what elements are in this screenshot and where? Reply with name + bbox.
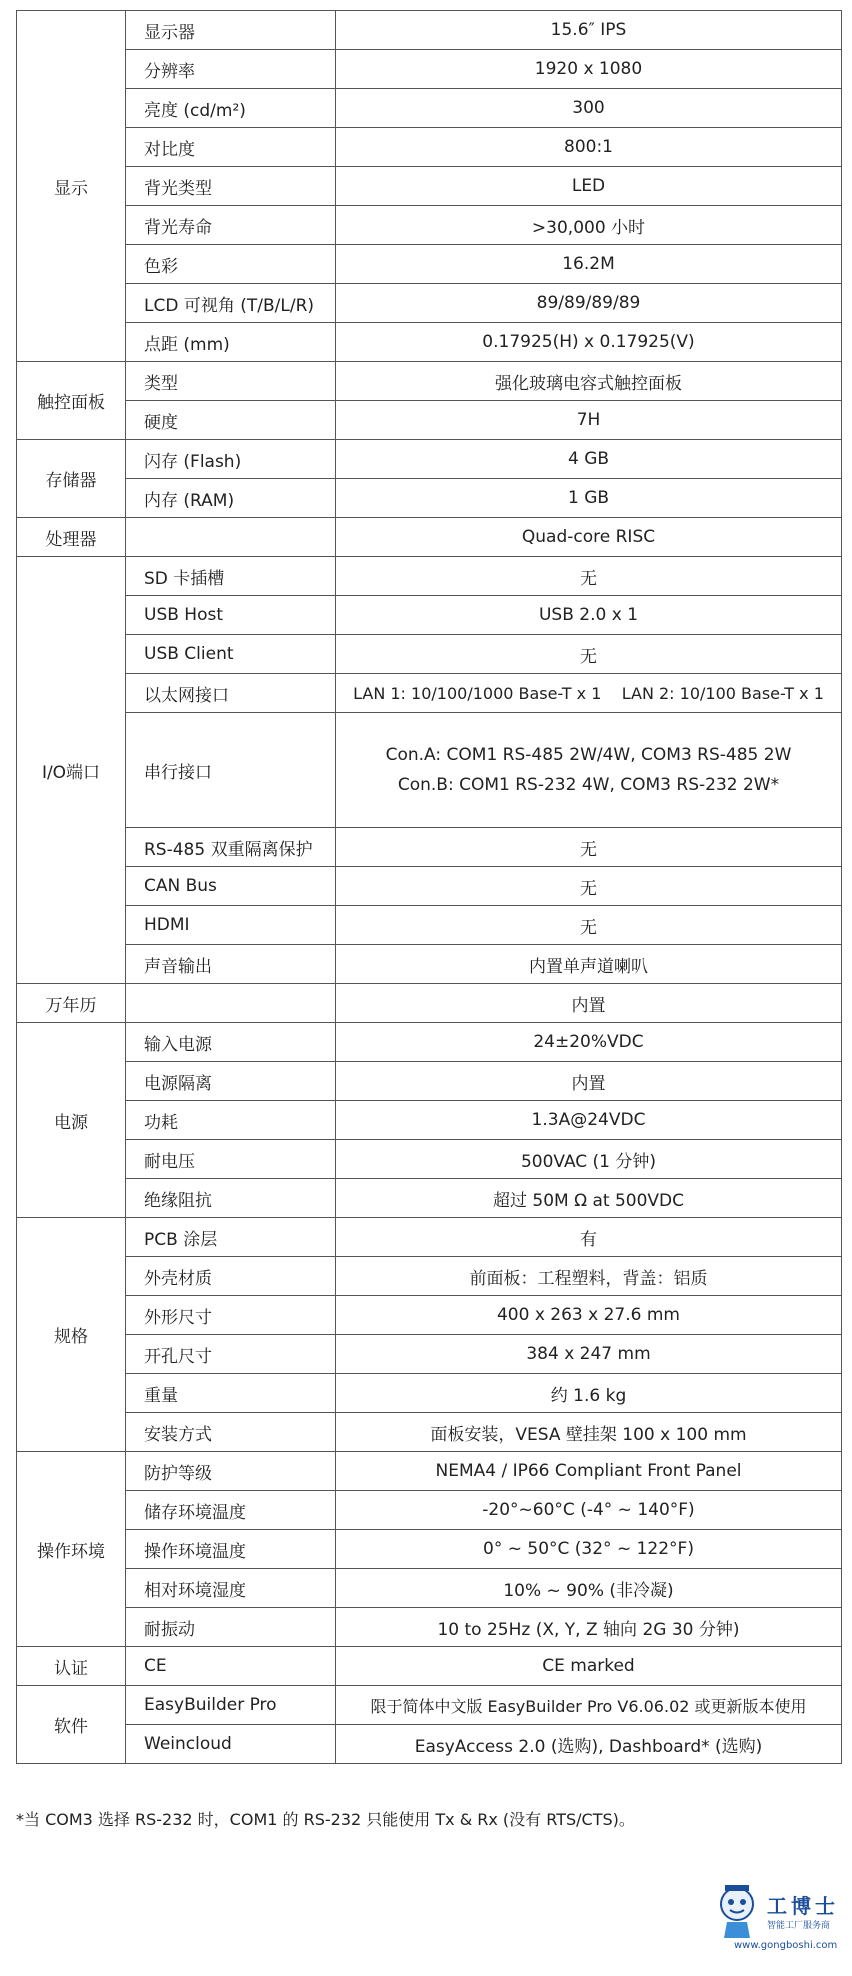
item-value: 10 to 25Hz (X, Y, Z 轴向 2G 30 分钟) (336, 1608, 842, 1647)
item-label: 安装方式 (126, 1413, 336, 1452)
item-label: 闪存 (Flash) (126, 440, 336, 479)
item-label: 以太网接口 (126, 674, 336, 713)
item-value: 400 x 263 x 27.6 mm (336, 1296, 842, 1335)
item-value: 前面板：工程塑料，背盖：铝质 (336, 1257, 842, 1296)
mascot-icon (712, 1882, 762, 1940)
item-value: 1.3A@24VDC (336, 1101, 842, 1140)
item-value: 89/89/89/89 (336, 284, 842, 323)
item-value: 无 (336, 906, 842, 945)
item-value: 15.6″ IPS (336, 11, 842, 50)
item-label: 串行接口 (126, 713, 336, 828)
table-row (17, 1140, 842, 1179)
item-label: 背光寿命 (126, 206, 336, 245)
table-row (17, 440, 842, 479)
item-label: CAN Bus (126, 867, 336, 906)
category-power: 电源 (17, 1023, 126, 1218)
serial-line-b: Con.B: COM1 RS-232 4W, COM3 RS-232 2W* (397, 775, 780, 795)
item-label: USB Host (126, 596, 336, 635)
serial-line-a: Con.A: COM1 RS-485 2W/4W, COM3 RS-485 2W (385, 745, 792, 765)
item-value: 300 (336, 89, 842, 128)
item-label: 电源隔离 (126, 1062, 336, 1101)
table-row (17, 1608, 842, 1647)
item-label (126, 984, 336, 1023)
category-cert: 认证 (17, 1647, 126, 1686)
category-display: 显示 (17, 11, 126, 362)
item-label: 耐电压 (126, 1140, 336, 1179)
item-value: EasyAccess 2.0 (选购), Dashboard* (选购) (336, 1725, 842, 1764)
category-io: I/O端口 (17, 557, 126, 984)
item-label: 耐振动 (126, 1608, 336, 1647)
table-row (17, 401, 842, 440)
item-value: 强化玻璃电容式触控面板 (336, 362, 842, 401)
item-value: LED (336, 167, 842, 206)
item-label: 硬度 (126, 401, 336, 440)
table-row (17, 1257, 842, 1296)
table-row (17, 1296, 842, 1335)
item-value: 4 GB (336, 440, 842, 479)
table-row (17, 984, 842, 1023)
item-label: CE (126, 1647, 336, 1686)
item-label: 相对环境湿度 (126, 1569, 336, 1608)
item-label: Weincloud (126, 1725, 336, 1764)
table-row (17, 1023, 842, 1062)
table-row (17, 867, 842, 906)
table-row (17, 245, 842, 284)
item-value: 500VAC (1 分钟) (336, 1140, 842, 1179)
table-row (17, 479, 842, 518)
table-row (17, 557, 842, 596)
item-value: -20°~60°C (-4° ~ 140°F) (336, 1491, 842, 1530)
item-label: 色彩 (126, 245, 336, 284)
category-storage: 存储器 (17, 440, 126, 518)
table-row (17, 1335, 842, 1374)
item-value: 无 (336, 828, 842, 867)
item-label: RS-485 双重隔离保护 (126, 828, 336, 867)
table-row (17, 1569, 842, 1608)
item-label: EasyBuilder Pro (126, 1686, 336, 1725)
table-row (17, 1491, 842, 1530)
table-row (17, 1647, 842, 1686)
item-label: 对比度 (126, 128, 336, 167)
table-row (17, 323, 842, 362)
spec-table (16, 10, 842, 1764)
item-value: 0.17925(H) x 0.17925(V) (336, 323, 842, 362)
item-label: 声音输出 (126, 945, 336, 984)
item-label: 输入电源 (126, 1023, 336, 1062)
table-row (17, 1101, 842, 1140)
item-label: 亮度 (cd/m²) (126, 89, 336, 128)
table-row (17, 1530, 842, 1569)
item-label: USB Client (126, 635, 336, 674)
table-row (17, 713, 842, 828)
table-row (17, 596, 842, 635)
item-label: 重量 (126, 1374, 336, 1413)
category-touch: 触控面板 (17, 362, 126, 440)
table-row (17, 1413, 842, 1452)
logo-subtitle: 智能工厂服务商 (767, 1921, 831, 1931)
item-value: CE marked (336, 1647, 842, 1686)
item-label: 背光类型 (126, 167, 336, 206)
item-value: 内置 (336, 984, 842, 1023)
item-value: 16.2M (336, 245, 842, 284)
table-row (17, 1179, 842, 1218)
table-row (17, 50, 842, 89)
table-row (17, 206, 842, 245)
item-label: 点距 (mm) (126, 323, 336, 362)
table-row (17, 362, 842, 401)
item-value: 内置单声道喇叭 (336, 945, 842, 984)
logo-name: 工博士 (767, 1894, 839, 1918)
item-value: 1 GB (336, 479, 842, 518)
item-label: 操作环境温度 (126, 1530, 336, 1569)
item-value: 无 (336, 867, 842, 906)
item-value: >30,000 小时 (336, 206, 842, 245)
category-spec: 规格 (17, 1218, 126, 1452)
table-row (17, 1218, 842, 1257)
item-value: 约 1.6 kg (336, 1374, 842, 1413)
item-label: 功耗 (126, 1101, 336, 1140)
table-row (17, 518, 842, 557)
item-value: 限于简体中文版 EasyBuilder Pro V6.06.02 或更新版本使用 (336, 1686, 842, 1725)
item-label: 类型 (126, 362, 336, 401)
footnote: *当 COM3 选择 RS-232 时，COM1 的 RS-232 只能使用 Tx & Rx (没有 RTS/CTS)。 (16, 1810, 635, 1829)
item-label: 外形尺寸 (126, 1296, 336, 1335)
item-label: 显示器 (126, 11, 336, 50)
item-value: USB 2.0 x 1 (336, 596, 842, 635)
item-value: LAN 1: 10/100/1000 Base-T x 1 LAN 2: 10/100 Base-T x 1 (336, 674, 842, 713)
item-label: 绝缘阻抗 (126, 1179, 336, 1218)
logo-url: www.gongboshi.com (734, 1940, 838, 1951)
item-value: 7H (336, 401, 842, 440)
table-row (17, 128, 842, 167)
item-label: 外壳材质 (126, 1257, 336, 1296)
item-label: 分辨率 (126, 50, 336, 89)
item-label: SD 卡插槽 (126, 557, 336, 596)
item-label: LCD 可视角 (T/B/L/R) (126, 284, 336, 323)
item-value: 384 x 247 mm (336, 1335, 842, 1374)
table-row (17, 1725, 842, 1764)
category-env: 操作环境 (17, 1452, 126, 1647)
item-value: Quad-core RISC (336, 518, 842, 557)
item-value: 0° ~ 50°C (32° ~ 122°F) (336, 1530, 842, 1569)
item-value: 内置 (336, 1062, 842, 1101)
item-label: PCB 涂层 (126, 1218, 336, 1257)
item-label: 储存环境温度 (126, 1491, 336, 1530)
table-row (17, 635, 842, 674)
table-row (17, 906, 842, 945)
item-value: 超过 50M Ω at 500VDC (336, 1179, 842, 1218)
table-row (17, 1374, 842, 1413)
item-value: 24±20%VDC (336, 1023, 842, 1062)
table-row (17, 167, 842, 206)
item-label: HDMI (126, 906, 336, 945)
category-rtc: 万年历 (17, 984, 126, 1023)
table-row (17, 945, 842, 984)
item-label: 开孔尺寸 (126, 1335, 336, 1374)
table-row (17, 284, 842, 323)
item-value: 1920 x 1080 (336, 50, 842, 89)
brand-logo (712, 1882, 842, 1962)
item-label: 内存 (RAM) (126, 479, 336, 518)
item-label: 防护等级 (126, 1452, 336, 1491)
item-value (336, 713, 842, 828)
table-row (17, 11, 842, 50)
item-value: 有 (336, 1218, 842, 1257)
item-value: 800:1 (336, 128, 842, 167)
item-value: 10% ~ 90% (非冷凝) (336, 1569, 842, 1608)
item-value: NEMA4 / IP66 Compliant Front Panel (336, 1452, 842, 1491)
table-row (17, 1686, 842, 1725)
table-row (17, 674, 842, 713)
item-label (126, 518, 336, 557)
item-value: 无 (336, 635, 842, 674)
item-value: 面板安装，VESA 壁挂架 100 x 100 mm (336, 1413, 842, 1452)
table-row (17, 828, 842, 867)
category-software: 软件 (17, 1686, 126, 1764)
category-cpu: 处理器 (17, 518, 126, 557)
table-row (17, 1062, 842, 1101)
item-value: 无 (336, 557, 842, 596)
table-row (17, 1452, 842, 1491)
table-row (17, 89, 842, 128)
